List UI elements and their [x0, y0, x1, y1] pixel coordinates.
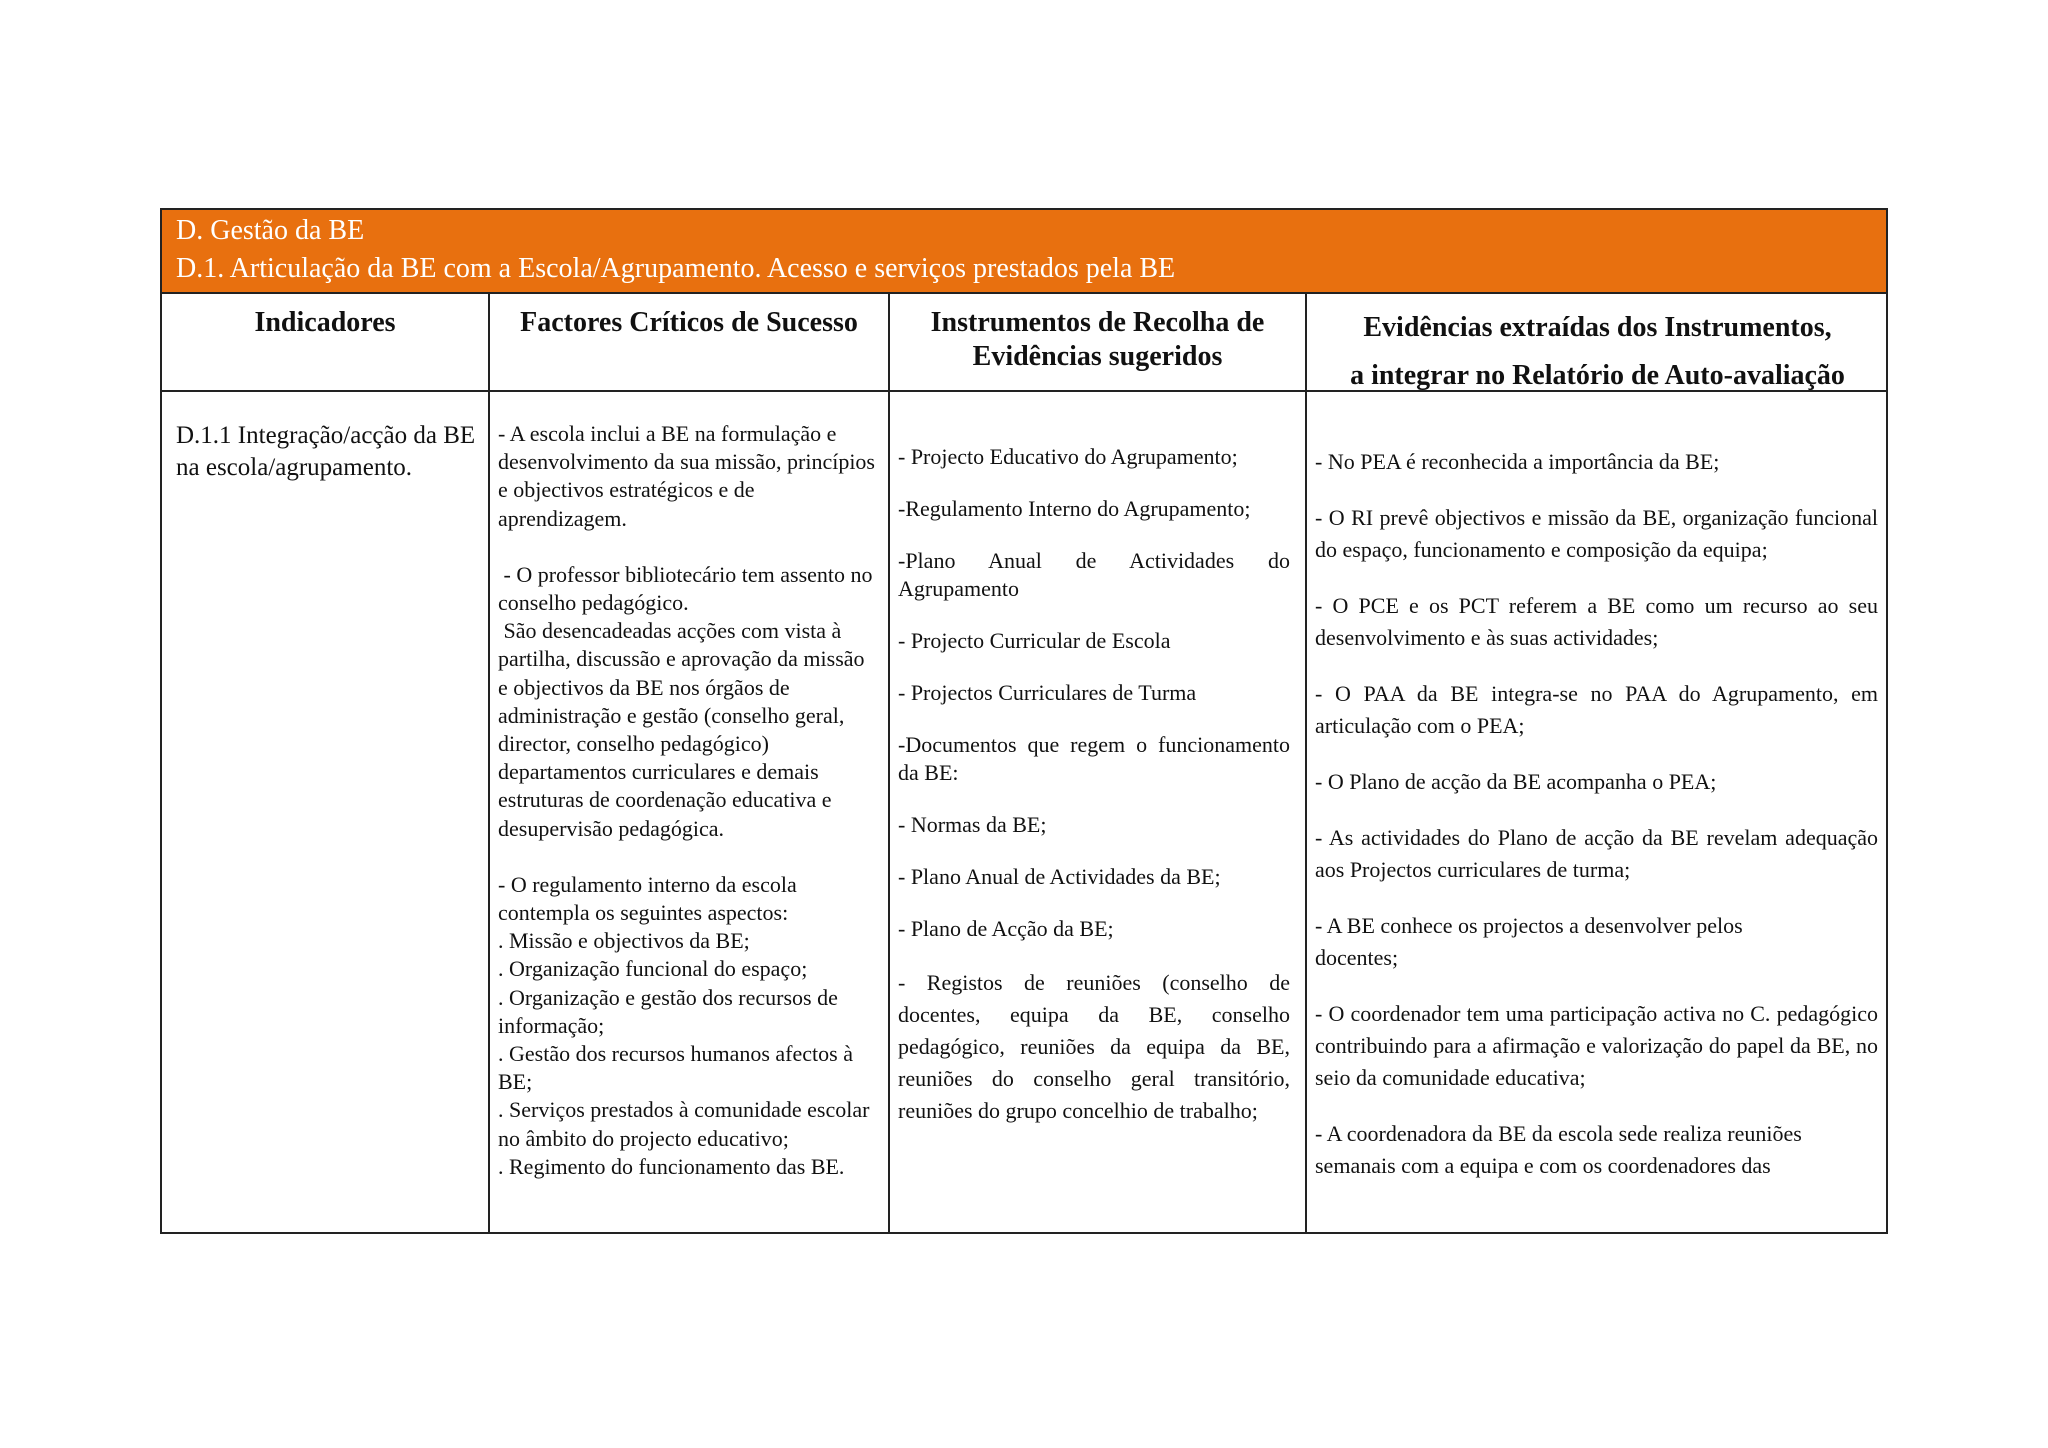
- header-instrumentos-line-2: Evidências sugeridos: [972, 341, 1223, 372]
- evidencias-cell: [1315, 446, 1878, 1182]
- instrument-item: -Regulamento Interno do Agrupamento;: [898, 496, 1251, 521]
- instrument-item: -Documentos que regem o funcionamento da BE:: [898, 732, 1290, 785]
- evidence-item: - No PEA é reconhecida a importância da BE;: [1315, 449, 1720, 474]
- column-divider-3: [1305, 294, 1307, 1232]
- header-evidencias-line-2: a integrar no Relatório de Auto-avaliação: [1350, 360, 1845, 391]
- instrument-item: - Normas da BE;: [898, 812, 1047, 837]
- evidence-item: - A coordenadora da BE da escola sede realiza reuniões semanais com a equipa e com os coordenadores das: [1315, 1121, 1802, 1178]
- column-divider-2: [888, 294, 890, 1232]
- indicador-cell: [176, 420, 476, 484]
- section-title: D. Gestão da BE: [176, 215, 365, 246]
- factor-list-item: . Serviços prestados à comunidade escolar no âmbito do projecto educativo;: [498, 1097, 870, 1151]
- evidence-item: - A BE conhece os projectos a desenvolver pelos docentes;: [1315, 913, 1743, 970]
- factor-list-item: . Organização funcional do espaço;: [498, 956, 808, 982]
- evidence-item: - O RI prevê objectivos e missão da BE, organização funcional do espaço, funcionamento e composição da equipa;: [1315, 505, 1878, 562]
- header-evidencias: [1307, 304, 1888, 400]
- subsection-title: D.1. Articulação da BE com a Escola/Agrupamento. Acesso e serviços prestados pela BE: [176, 253, 1176, 284]
- factor-paragraph: [498, 871, 876, 1181]
- header-evidencias-line-1: Evidências extraídas dos Instrumentos,: [1363, 312, 1832, 343]
- factor-paragraph: [498, 561, 879, 843]
- factor-list-item: . Gestão dos recursos humanos afectos à BE;: [498, 1041, 853, 1095]
- instrument-item: - Projectos Curriculares de Turma: [898, 680, 1197, 705]
- instrument-item: - Plano Anual de Actividades da BE;: [898, 864, 1221, 889]
- instrument-item: - Plano de Acção da BE;: [898, 916, 1114, 941]
- column-divider-1: [488, 294, 490, 1232]
- factor-line: São desencadeadas acções com vista à partilha, discussão e aprovação da missão e objectivos da BE nos órgãos de administração e gestão (conselho geral, director, conselho pedagógico) departamentos curriculares e demais estruturas de coordenação educativa e desupervisão pedagógica.: [498, 618, 871, 841]
- instrument-item: - Projecto Educativo do Agrupamento;: [898, 444, 1238, 469]
- instrumentos-cell: [898, 443, 1290, 1151]
- factor-line: - O professor bibliotecário tem assento no conselho pedagógico.: [498, 561, 879, 616]
- header-instrumentos-line-1: Instrumentos de Recolha de: [930, 307, 1265, 338]
- instrument-item: - Projecto Curricular de Escola: [898, 628, 1171, 653]
- factores-cell: [498, 420, 879, 1181]
- instrument-item: - Registos de reuniões (conselho de docentes, equipa da BE, conselho pedagógico, reuniões da equipa da BE, reuniões do conselho geral transitório, reuniões do grupo concelhio de trabalho;: [898, 970, 1290, 1123]
- evidence-item: - O PAA da BE integra-se no PAA do Agrupamento, em articulação com o PEA;: [1315, 681, 1878, 738]
- evidence-item: - O coordenador tem uma participação activa no C. pedagógico contribuindo para a afirmação e valorização do papel da BE, no seio da comunidade educativa;: [1315, 1001, 1878, 1090]
- factor-paragraph: - A escola inclui a BE na formulação e desenvolvimento da sua missão, princípios e objectivos estratégicos e de aprendizagem.: [498, 421, 875, 531]
- factor-list-item: . Regimento do funcionamento das BE.: [498, 1153, 845, 1179]
- header-instrumentos: [890, 306, 1305, 374]
- header-indicadores: Indicadores: [254, 307, 396, 338]
- self-evaluation-table: [160, 208, 1888, 1234]
- factor-line: - O regulamento interno da escola contempla os seguintes aspectos:: [498, 871, 797, 926]
- evidence-item: - O Plano de acção da BE acompanha o PEA;: [1315, 769, 1717, 794]
- section-banner: [162, 210, 1886, 294]
- factor-list-item: . Missão e objectivos da BE;: [498, 928, 750, 954]
- indicador-text: D.1.1 Integração/acção da BE na escola/agrupamento.: [176, 422, 476, 481]
- evidence-item: - O PCE e os PCT referem a BE como um recurso ao seu desenvolvimento e às suas actividades;: [1315, 593, 1878, 650]
- evidence-item: - As actividades do Plano de acção da BE revelam adequação aos Projectos curriculares de turma;: [1315, 825, 1878, 882]
- header-factores: Factores Críticos de Sucesso: [520, 307, 858, 338]
- instrument-item: -Plano Anual de Actividades do Agrupamento: [898, 548, 1290, 601]
- factor-list-item: . Organização e gestão dos recursos de informação;: [498, 984, 838, 1038]
